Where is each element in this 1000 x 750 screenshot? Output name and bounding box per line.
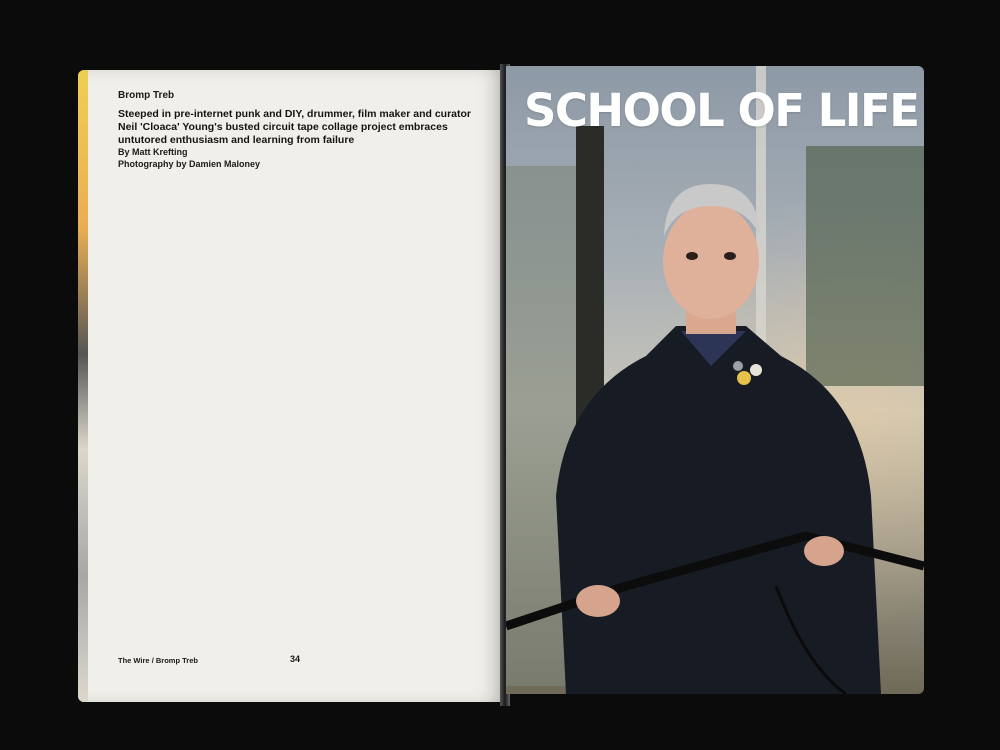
article-column-left xyxy=(118,220,300,632)
author-credit: By Matt Krefting xyxy=(118,147,188,157)
byline xyxy=(118,146,260,170)
tree-background xyxy=(806,146,924,386)
face-shape xyxy=(663,203,759,319)
article-column-right xyxy=(304,202,486,632)
right-page-photo xyxy=(506,66,924,694)
photographer-credit: Photography by Damien Maloney xyxy=(118,159,261,169)
page-number: 34 xyxy=(290,654,301,664)
left-page xyxy=(78,70,506,702)
section-label: Bromp Treb xyxy=(118,90,175,101)
eye-left xyxy=(686,252,698,260)
hand-right xyxy=(804,536,844,566)
standfirst: Steeped in pre-internet punk and DIY, drummer, film maker and curator Neil 'Cloaca' Young's busted circuit tape collage project embraces untutored enthusiasm and learning from failure xyxy=(118,108,471,146)
hand-left xyxy=(576,585,620,617)
headline: SCHOOL OF LIFE xyxy=(524,84,919,137)
page-footer: The Wire / Bromp Treb xyxy=(118,656,198,665)
badge-white xyxy=(750,364,762,376)
eye-right xyxy=(724,252,736,260)
badge-yellow xyxy=(737,371,751,385)
badge-grey xyxy=(733,361,743,371)
page-edge-strip xyxy=(78,70,88,702)
portrait-photo xyxy=(506,66,924,694)
